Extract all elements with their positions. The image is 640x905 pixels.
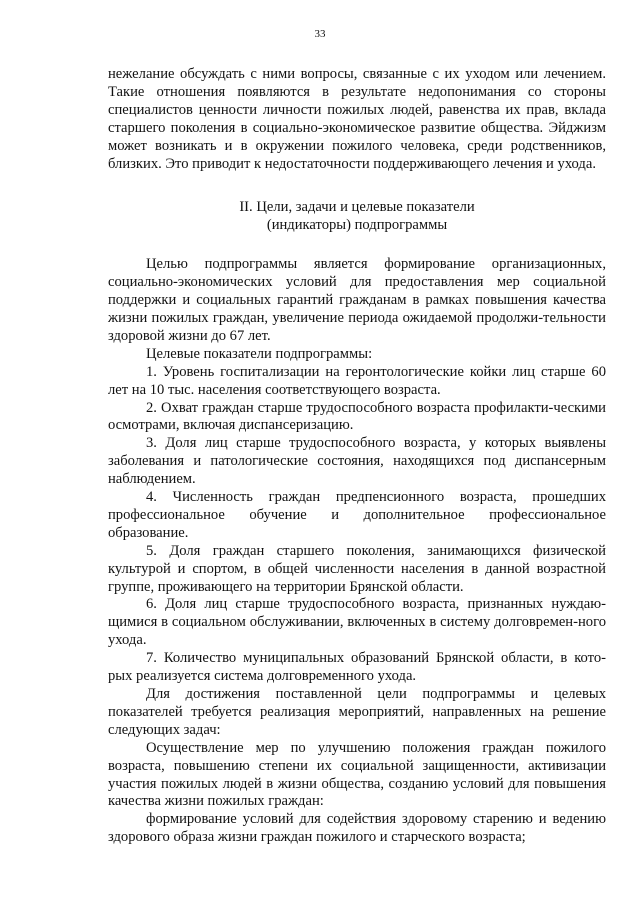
section-heading (108, 199, 606, 235)
intro-paragraph: нежелание обсуждать с ними вопросы, связанные с их уходом или лечением. Такие отношения появляются в результате недопонимания со стороны специалистов ценности личности пожилых людей, равенства их прав, вклада старшего поколения в социально-экономическое развитие общества. Эйджизм может возникать и в окружении пожилого человека, среди родственников, близких. Это приводит к недостаточности поддерживающего лечения и ухода. (108, 66, 606, 172)
indicator-item: 2. Охват граждан старше трудоспособного возраста профилакти-ческими осмотрами, включая диспансеризацию. (108, 399, 606, 434)
indicator-item: 7. Количество муниципальных образований Брянской области, в кото-рых реализуется система долговременного ухода. (108, 650, 606, 685)
task-sub: формирование условий для содействия здоровому старению и ведению здорового образа жизни граждан пожилого и старческого возраста; (108, 811, 606, 846)
document-body (108, 66, 606, 847)
task-main: Осуществление мер по улучшению положения граждан пожилого возраста, повышению степени их социальной защищенности, активизации участия пожилых людей в жизни общества, созданию условий для повышения качества жизни пожилых граждан: (108, 739, 606, 810)
indicator-item: 4. Численность граждан предпенсионного возраста, прошедших профессиональное обучение и дополнительное профессиональное образование. (108, 489, 606, 541)
goal-paragraph: Целью подпрограммы является формирование организационных, социально-экономических условий для предоставления мер социальной поддержки и социальных гарантий гражданам в рамках повышения качества жизни пожилых граждан, увеличение периода ожидаемой продолжи-тельности здоровой жизни до 67 лет. (108, 256, 606, 344)
section-heading-line-1: II. Цели, задачи и целевые показатели (239, 199, 475, 216)
indicator-item: 3. Доля лиц старше трудоспособного возраста, у которых выявлены заболевания и патологические состояния, находящихся под диспансерным наблюдением. (108, 435, 606, 488)
indicator-item: 6. Доля лиц старше трудоспособного возраста, признанных нуждаю-щимися в социальном обслуживании, включенных в систему долговремен-ного ухода. (108, 596, 606, 649)
tasks-intro: Для достижения поставленной цели подпрограммы и целевых показателей требуется реализация мероприятий, направленных на решение следующих задач: (108, 686, 606, 738)
page-number: 33 (314, 28, 326, 40)
indicator-item: 5. Доля граждан старшего поколения, занимающихся физической культурой и спортом, в общей численности населения в данной возрастной группе, проживающего на территории Брянской области. (108, 542, 606, 595)
indicator-item: 1. Уровень госпитализации на геронтологические койки лиц старше 60 лет на 10 тыс. населения соответствующего возраста. (108, 363, 606, 398)
indicators-intro: Целевые показатели подпрограммы: (146, 345, 373, 362)
section-heading-line-2: (индикаторы) подпрограммы (266, 217, 448, 234)
